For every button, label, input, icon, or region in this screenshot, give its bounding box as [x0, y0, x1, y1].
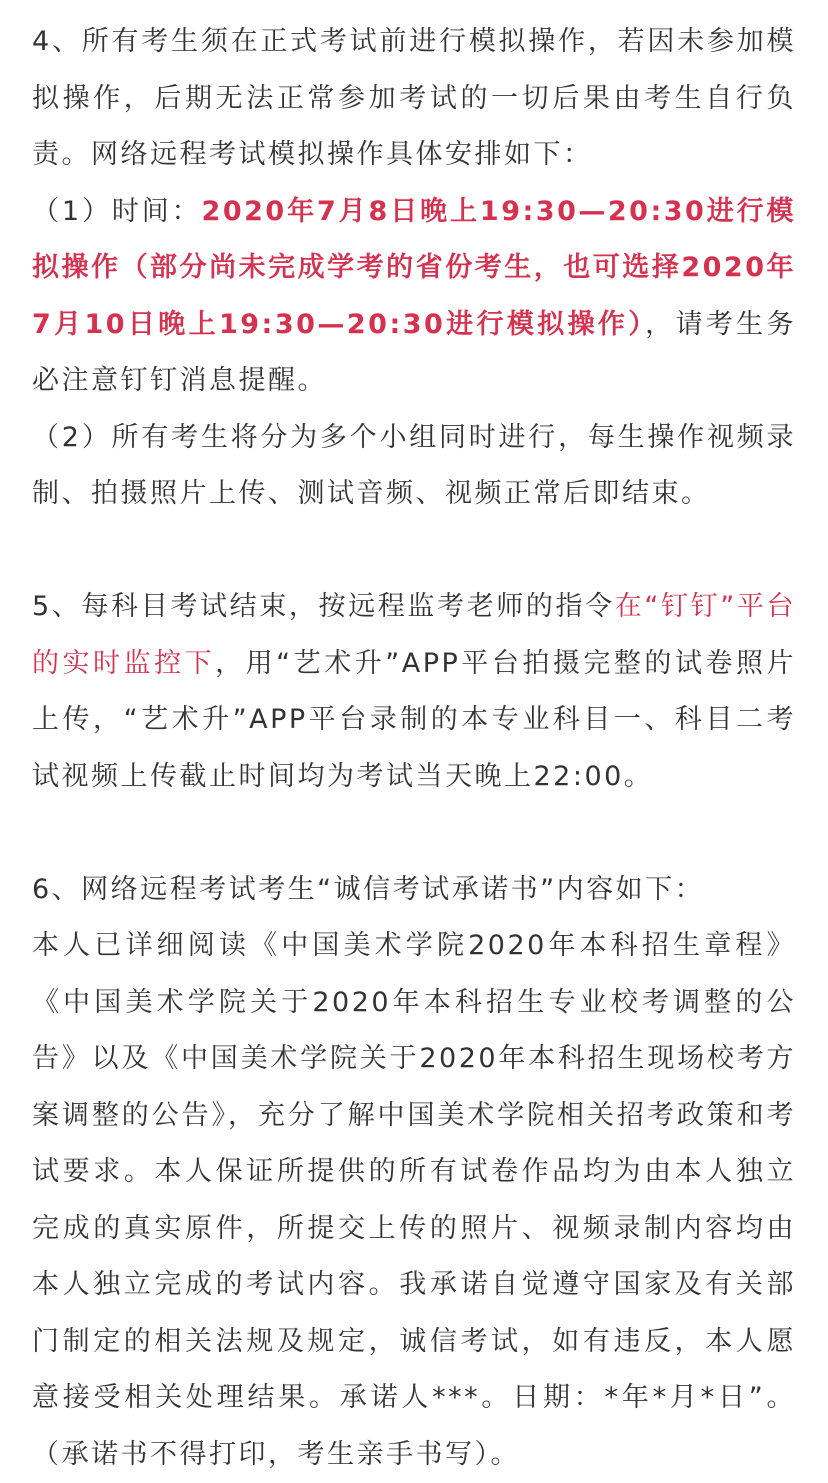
- section-6-heading: [32, 862, 796, 919]
- item-1-highlight: 2020年7月8日晚上19:30—20:30进行模拟操作（部分尚未完成学考的省份考生，也可选择2020年7月10日晚上19:30—20:30进行模拟操作）: [32, 195, 796, 340]
- item-1-suffix: ，请考生务必注意钉钉消息提醒。: [32, 308, 796, 396]
- section-4-item-2: [32, 410, 796, 523]
- paragraph-spacer: [32, 805, 796, 862]
- paragraph-spacer: [32, 523, 796, 580]
- section-5-prefix: 5、每科目考试结束，按远程监考老师的指令: [32, 591, 615, 622]
- item-2-text: （2）所有考生将分为多个小组同时进行，每生操作视频录制、拍摄照片上传、测试音频、视频正常后即结束。: [32, 421, 796, 509]
- section-6-heading-text: 6、网络远程考试考生“诚信考试承诺书”内容如下：: [32, 873, 705, 905]
- section-5-highlight: 在“钉钉”平台的实时监控下: [32, 591, 796, 679]
- pledge-text: 本人已详细阅读《中国美术学院2020年本科招生章程》《中国美术学院关于2020年本科招生专业校考调整的公告》以及《中国美术学院关于2020年本科招生现场校考方案调整的公告》，充分了解中国美术学院相关招考政策和考试要求。本人保证所提供的所有试卷作品均为由本人独立完成的真实原件，所提交上传的照片、视频录制内容均由本人独立完成的考试内容。我承诺自觉遵守国家及有关部门制定的相关法规及规定，诚信考试，如有违反，本人愿意接受相关处理结果。承诺人***。日期：*年*月*日”。（承诺书不得打印，考生亲手书写）。: [32, 930, 796, 1470]
- section-5-suffix: ，用“艺术升”APP平台拍摄完整的试卷照片上传，“艺术升”APP平台录制的本专业科目一、科目二考试视频上传截止时间均为考试当天晚上22:00。: [32, 647, 797, 792]
- section-5: [32, 579, 796, 805]
- section-4-intro: [32, 14, 796, 184]
- section-4-intro-text: 4、所有考生须在正式考试前进行模拟操作，若因未参加模拟操作，后期无法正常参加考试的一切后果由考生自行负责。网络远程考试模拟操作具体安排如下：: [32, 26, 796, 170]
- section-4-item-1: [32, 184, 796, 410]
- section-6-pledge: [32, 918, 796, 1483]
- item-1-prefix: （1）时间：: [32, 195, 202, 227]
